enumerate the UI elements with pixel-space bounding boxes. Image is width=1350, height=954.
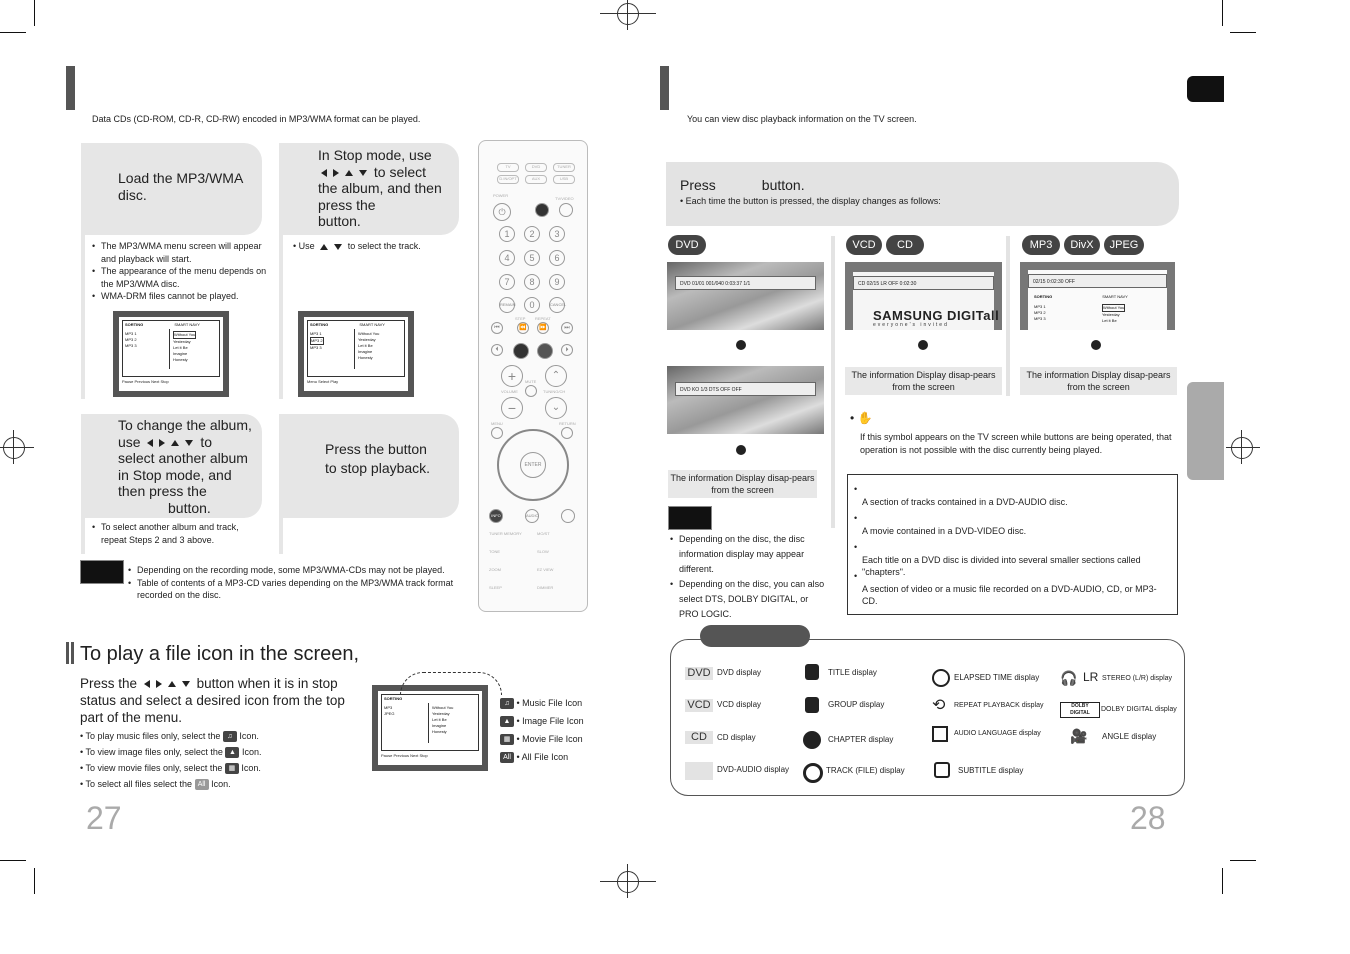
- crop-mark: [1230, 32, 1256, 33]
- note-badge: [80, 560, 124, 584]
- digit-8-button[interactable]: 8: [524, 274, 540, 290]
- up-arrow-icon: [320, 244, 328, 250]
- header-bar: [66, 66, 75, 110]
- digit-7-button[interactable]: 7: [499, 274, 515, 290]
- lr-label: LR: [1083, 670, 1099, 684]
- audio-button[interactable]: AUDIO: [525, 509, 539, 523]
- crop-mark: [34, 0, 35, 26]
- divx-tab: DivX: [1064, 235, 1100, 255]
- legend-label: STEREO (L/R) display: [1102, 675, 1173, 682]
- down-arrow-icon: [918, 340, 928, 350]
- column-divider: [1006, 236, 1010, 396]
- left-arrow-icon: [147, 439, 153, 447]
- vcd-tab: VCD: [846, 235, 882, 255]
- down-arrow-icon: [736, 340, 746, 350]
- dvd-tab: DVD: [668, 235, 706, 255]
- power-icon[interactable]: ⏻: [493, 203, 511, 221]
- file-menu-screenshot: SORTING MP3 JPEG Without You Yesterday Let it Be Imagine Honesty Pause Previous Next Stop: [372, 685, 488, 771]
- dvd-display-box: DVD: [685, 667, 713, 680]
- rewind-icon[interactable]: ⏮: [491, 322, 503, 334]
- registration-mark: [617, 871, 639, 893]
- remote-control: [478, 140, 588, 612]
- power-label: POWER: [493, 193, 509, 198]
- side-tab: [1187, 382, 1224, 480]
- step-1-text: Load the MP3/WMA disc.: [118, 170, 243, 203]
- step-1-bullets: • The MP3/WMA menu screen will appear and playback will start. • The appearance of the menu depends on the MP3/WMA disc. • WMA-DRM files cannot be played.: [92, 240, 274, 303]
- press-info-text: Press button.: [680, 177, 805, 193]
- step-divider: [279, 518, 283, 554]
- legend-label: DVD-AUDIO display: [717, 765, 790, 774]
- crop-mark: [0, 32, 26, 33]
- play-pause-icon[interactable]: [537, 343, 553, 359]
- section-intro: Press the button when it is in stop status and select a desired icon from the top part of the menu.: [80, 676, 345, 725]
- step-divider: [81, 518, 85, 554]
- legend-label: TRACK (FILE) display: [826, 766, 905, 775]
- digit-1-button[interactable]: 1: [499, 226, 515, 242]
- dvd-audio-display-box: [685, 762, 713, 780]
- note-bullets: • Depending on the disc, the disc information display may appear different. • Depending on the disc, you can also select DTS, DOLBY DIGITAL, or PRO LOGIC.: [670, 532, 825, 622]
- menu-label: MENU: [491, 421, 503, 426]
- movie-file-icon: ▦: [500, 734, 514, 745]
- note-badge: [668, 506, 712, 530]
- tuner-button[interactable]: TUNER: [553, 163, 575, 172]
- info-disappear-box: The information Display disap-pears from the screen: [668, 470, 817, 498]
- volume-label: VOLUME: [501, 389, 518, 394]
- samsung-logo: SAMSUNG DIGITall: [873, 308, 1000, 323]
- group-icon: [805, 697, 819, 713]
- down-arrow-icon: [736, 445, 746, 455]
- crop-mark: [34, 868, 35, 894]
- cancel-button[interactable]: CANCEL: [549, 297, 565, 313]
- up-arrow-icon: [171, 440, 179, 446]
- crop-mark: [0, 860, 26, 861]
- crop-mark: [1230, 860, 1256, 861]
- down-arrow-icon: [185, 440, 193, 446]
- symbol-note: If this symbol appears on the TV screen while buttons are being operated, that operation is not possible with the disc currently being played.: [860, 432, 1172, 455]
- cd-screenshot: CD 02/15 LR OFF 0:02:30 SAMSUNG DIGITall everyone's invited: [845, 262, 1002, 330]
- audio-language-icon: [932, 726, 948, 742]
- right-arrow-icon: [333, 169, 339, 177]
- step-divider: [279, 235, 283, 399]
- down-arrow-icon: [359, 170, 367, 176]
- menu-button[interactable]: [491, 427, 503, 439]
- prohibited-hand-icon: • ✋: [850, 411, 873, 425]
- usb-button[interactable]: USB: [553, 175, 575, 184]
- legend-label: CHAPTER display: [828, 735, 894, 744]
- title-icon: [805, 664, 819, 680]
- registration-line: [600, 13, 656, 14]
- legend-label: ANGLE display: [1102, 732, 1157, 741]
- up-arrow-icon: [345, 170, 353, 176]
- mute-label: MUTE: [525, 379, 537, 384]
- chapter-tab: [1187, 76, 1224, 102]
- cd-display-box: CD: [685, 731, 713, 744]
- jpeg-tab: JPEG: [1104, 235, 1144, 255]
- tuning-down-icon[interactable]: ⌄: [545, 397, 567, 419]
- section-bar: [71, 642, 74, 664]
- mp3-screenshot: 02/15 0:02:30 OFF SORTING SMART NAVY MP3 1 MP3 2 MP3 3 Without You Yesterday Let it Be: [1020, 262, 1175, 330]
- legend-label: ELAPSED TIME display: [954, 673, 1040, 682]
- registration-line: [1241, 430, 1242, 464]
- column-divider: [831, 236, 835, 528]
- repeat-icon: ⟲: [932, 697, 946, 714]
- music-file-icon: ♫: [500, 698, 514, 709]
- digit-4-button[interactable]: 4: [499, 250, 515, 266]
- mp3-menu-screenshot: SORTING SMART NAVY MP3 1 MP3 2 MP3 3 Without You Yesterday Let it Be Imagine Honesty Pause Previous Next Stop: [113, 311, 229, 397]
- left-arrow-icon: [321, 169, 327, 177]
- registration-mark: [3, 437, 25, 459]
- registration-line: [13, 430, 14, 464]
- crop-mark: [1222, 0, 1223, 26]
- subtitle-icon: [934, 762, 950, 778]
- file-bullets: • To play music files only, select the ♫ Icon. • To view image files only, select the ▲ Icon. • To view movie files only, select the ▦ Icon. • To select all files select the All Icon.: [80, 731, 262, 789]
- up-arrow-icon: [168, 681, 176, 687]
- registration-line: [0, 447, 34, 448]
- eject-button[interactable]: [535, 203, 549, 217]
- info-disappear-box: The information Display disap-pears from the screen: [1020, 367, 1177, 395]
- intro-text: Data CDs (CD-ROM, CD-R, CD-RW) encoded in MP3/WMA format can be played.: [92, 114, 421, 124]
- stop-icon[interactable]: [513, 343, 529, 359]
- step-3-text: To change the album, use to select another album in Stop mode, and then press the button.: [118, 417, 252, 516]
- registration-mark: [1231, 437, 1253, 459]
- music-file-icon: ♫: [223, 731, 237, 742]
- mp3-tab: MP3: [1022, 235, 1060, 255]
- legend-label: REPEAT PLAYBACK display: [954, 702, 1044, 709]
- dvd-screenshot-2: DVD KO 1/3 DTS OFF OFF: [667, 366, 824, 434]
- legend-label: VCD display: [717, 700, 762, 709]
- digit-3-button[interactable]: 3: [549, 226, 565, 242]
- next-icon[interactable]: ⏵: [561, 344, 573, 356]
- icon-legend: ♫ • Music File Icon ▲ • Image File Icon ▦ • Movie File Icon All • All File Icon: [500, 694, 584, 766]
- legend-label: CD display: [717, 733, 756, 742]
- chapter-icon: [803, 731, 821, 749]
- header-bar: [660, 66, 669, 110]
- enter-button[interactable]: ENTER: [520, 452, 546, 478]
- step-icon[interactable]: ⏪: [517, 322, 529, 334]
- tv-video-label: TV/VIDEO: [555, 196, 574, 201]
- page-number-left: 27: [86, 800, 122, 836]
- legend-label: DOLBY DIGITAL display: [1101, 706, 1177, 713]
- repeat-icon[interactable]: ⏩: [537, 322, 549, 334]
- volume-up-icon[interactable]: +: [501, 365, 523, 387]
- return-label: RETURN: [559, 421, 576, 426]
- movie-file-icon: ▦: [225, 763, 239, 774]
- volume-down-icon[interactable]: −: [501, 397, 523, 419]
- press-info-panel: [666, 162, 1179, 226]
- headphones-icon: 🎧: [1060, 670, 1078, 686]
- right-intro: You can view disc playback information on the TV screen.: [687, 114, 917, 124]
- vcd-display-box: VCD: [685, 699, 713, 712]
- legend-label: AUDIO LANGUAGE display: [954, 730, 1041, 737]
- step-2-text: In Stop mode, use to select the album, and then press the button.: [318, 147, 442, 229]
- subtitle-button[interactable]: [561, 509, 575, 523]
- dvd-button[interactable]: DVD: [525, 163, 547, 172]
- registration-line: [627, 864, 628, 898]
- all-file-icon: All: [195, 779, 209, 790]
- page-number-right: 28: [1130, 800, 1166, 836]
- right-arrow-icon: [159, 439, 165, 447]
- digit-5-button[interactable]: 5: [524, 250, 540, 266]
- registration-line: [1226, 447, 1260, 448]
- skip-icon[interactable]: ⏭: [561, 322, 573, 334]
- section-bar: [66, 642, 69, 664]
- remain-button[interactable]: REMAIN: [499, 297, 515, 313]
- down-arrow-icon: [182, 681, 190, 687]
- step-divider: [81, 235, 85, 399]
- image-file-icon: ▲: [225, 747, 239, 758]
- legend-label: DVD display: [717, 668, 762, 677]
- legend-label: GROUP display: [828, 700, 885, 709]
- digit-0-button[interactable]: 0: [524, 297, 540, 313]
- all-file-icon: All: [500, 752, 514, 763]
- legend-tab: [700, 625, 810, 647]
- mute-icon[interactable]: [525, 385, 537, 397]
- track-icon: [803, 763, 823, 783]
- press-info-bullet: • Each time the button is pressed, the display changes as follows:: [680, 196, 941, 206]
- tuning-up-icon[interactable]: ⌃: [545, 365, 567, 387]
- left-arrow-icon: [144, 680, 150, 688]
- section-title: To play a file icon in the screen,: [80, 643, 360, 665]
- callout-arc: [400, 672, 502, 695]
- return-button[interactable]: [561, 427, 573, 439]
- info-button[interactable]: INFO: [489, 509, 503, 523]
- crop-mark: [1222, 868, 1223, 894]
- legend-label: SUBTITLE display: [958, 766, 1024, 775]
- right-arrow-icon: [156, 680, 162, 688]
- digit-2-button[interactable]: 2: [524, 226, 540, 242]
- registration-mark: [617, 3, 639, 25]
- registration-line: [627, 0, 628, 30]
- elapsed-time-icon: [932, 669, 950, 687]
- digit-9-button[interactable]: 9: [549, 274, 565, 290]
- digit-6-button[interactable]: 6: [549, 250, 565, 266]
- dvd-screenshot-1: DVD 01/01 001/040 0:03:37 1/1: [667, 262, 824, 330]
- legend-label: TITLE display: [828, 668, 877, 677]
- registration-line: [600, 881, 656, 882]
- definitions-list: • A section of tracks contained in a DVD-AUDIO disc. • A movie contained in a DVD-VIDEO disc. • Each title on a DVD disc is divided into several smaller sections called "chapters". • A section of video or a music file recorded on a DVD-AUDIO, CD, or MP3-CD.: [854, 484, 1157, 606]
- down-arrow-icon: [1091, 340, 1101, 350]
- tuning-label: TUNING/CH: [543, 389, 566, 394]
- repeat-label: REPEAT: [535, 316, 551, 321]
- prev-icon[interactable]: ⏴: [491, 344, 503, 356]
- angle-camera-icon: 🎥: [1070, 728, 1088, 744]
- dolby-icon: DOLBY DIGITAL: [1060, 702, 1100, 718]
- din-opt-button[interactable]: D.IN/OPT: [497, 175, 519, 184]
- step-3-bullets: • To select another album and track, repeat Steps 2 and 3 above.: [92, 521, 262, 546]
- step-2-bullet: • Use to select the track.: [293, 241, 421, 251]
- cd-tab: CD: [886, 235, 924, 255]
- info-disappear-box: The information Display disap-pears from the screen: [845, 367, 1002, 395]
- note-bullets: • Depending on the recording mode, some MP3/WMA-CDs may not be played. • Table of contents of a MP3-CD varies depending on the MP3/WMA track format recorded on the disc.: [128, 564, 458, 602]
- tv-video-button[interactable]: [559, 203, 573, 217]
- mp3-menu-screenshot: SORTING SMART NAVY MP3 1 MP3 2 MP3 3 Without You Yesterday Let it Be Imagine Honesty Menu Select Play: [298, 311, 414, 397]
- tv-button[interactable]: TV: [497, 163, 519, 172]
- image-file-icon: ▲: [500, 716, 514, 727]
- step-label: STEP: [515, 316, 526, 321]
- aux-button[interactable]: AUX: [525, 175, 547, 184]
- down-arrow-icon: [334, 244, 342, 250]
- remote-bottom-grid: TUNER MEMORY MO/ST TONE SLOW ZOOM EZ VIEW SLEEP DIMMER: [489, 531, 554, 590]
- step-4-text: Press the button to stop playback.: [325, 441, 431, 476]
